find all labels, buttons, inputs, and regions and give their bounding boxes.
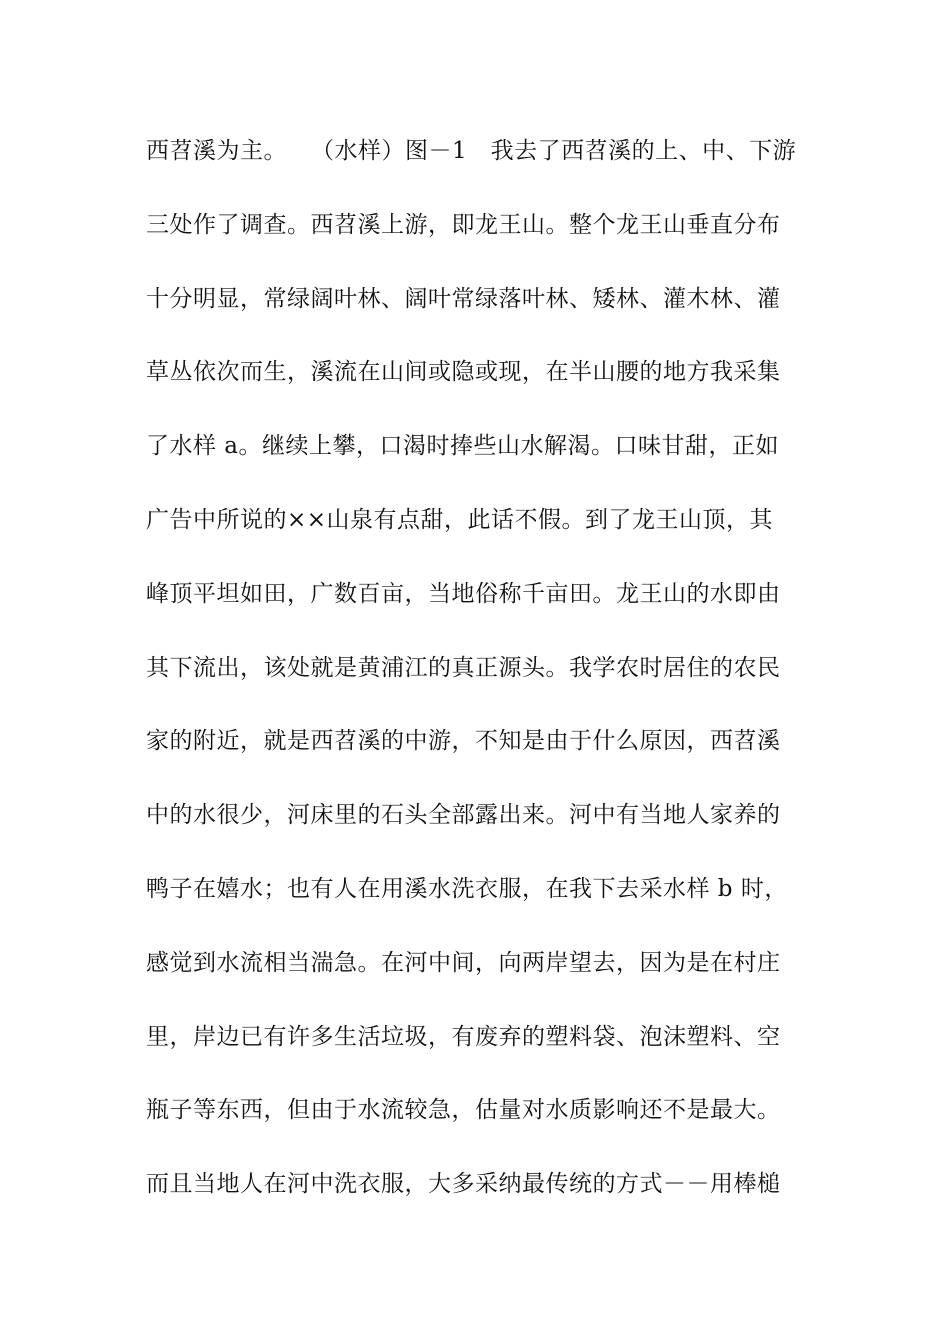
text-line: 而且当地人在河中洗衣服，大多采纳最传统的方式－－用棒槌 xyxy=(146,1171,781,1198)
text-line: 西苕溪为主。 （水样）图－1 我去了西苕溪的上、中、下游 xyxy=(146,138,797,164)
text-line: 广告中所说的××山泉有点甜，此话不假。到了龙王山顶，其 xyxy=(146,506,774,533)
text-line: 鸭子在嬉水；也有人在用溪水洗衣服，在我下去采水样 b 时， xyxy=(146,875,788,902)
text-line: 峰顶平坦如田，广数百亩，当地俗称千亩田。龙王山的水即由 xyxy=(146,580,781,607)
text-line: 其下流出，该处就是黄浦江的真正源头。我学农时居住的农民 xyxy=(146,654,781,681)
text-line: 家的附近，就是西苕溪的中游，不知是由于什么原因，西苕溪 xyxy=(146,728,781,755)
body-text xyxy=(146,128,810,1235)
text-line: 瓶子等东西，但由于水流较急，估量对水质影响还不是最大。 xyxy=(146,1097,781,1124)
text-line: 三处作了调查。西苕溪上游，即龙王山。整个龙王山垂直分布 xyxy=(146,211,781,238)
text-line: 感觉到水流相当湍急。在河中间，向两岸望去，因为是在村庄 xyxy=(146,949,781,976)
text-line: 草丛依次而生，溪流在山间或隐或现，在半山腰的地方我采集 xyxy=(146,359,781,386)
text-line: 里，岸边已有许多生活垃圾，有废弃的塑料袋、泡沫塑料、空 xyxy=(146,1023,781,1050)
text-line: 了水样 a。继续上攀，口渴时捧些山水解渴。口味甘甜，正如 xyxy=(146,433,780,460)
text-line: 中的水很少，河床里的石头全部露出来。河中有当地人家养的 xyxy=(146,802,781,829)
text-line: 十分明显，常绿阔叶林、阔叶常绿落叶林、矮林、灌木林、灌 xyxy=(146,285,781,312)
